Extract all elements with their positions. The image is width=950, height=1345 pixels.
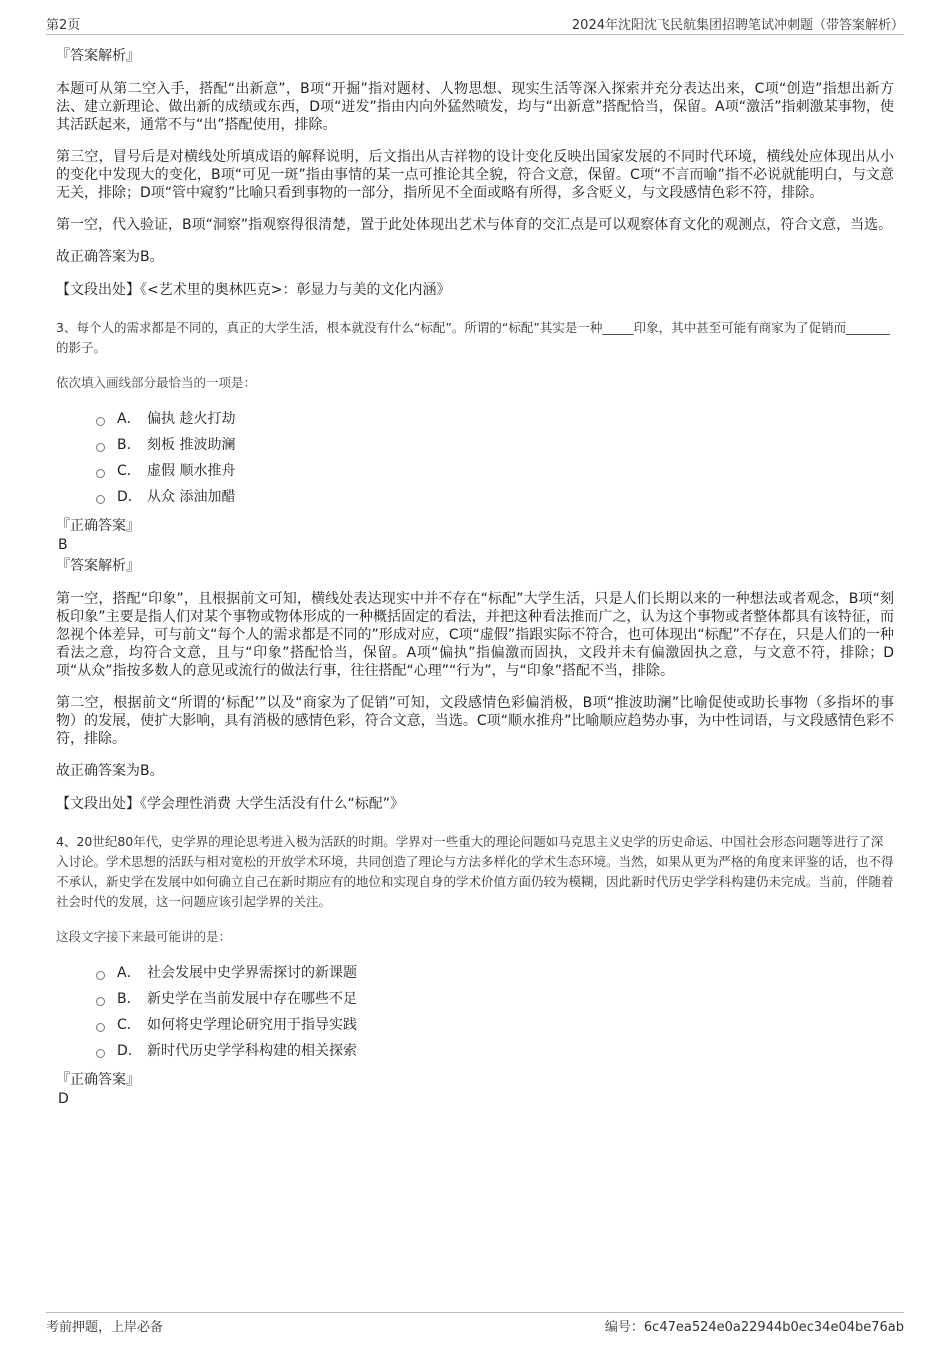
option-text: 偏执 趁火打劫	[147, 411, 236, 427]
option-b[interactable]	[96, 986, 894, 1012]
option-text: 刻板 推波助澜	[147, 437, 236, 453]
analysis-paragraph: 第三空，冒号后是对横线处所填成语的解释说明，后文指出从吉祥物的设计变化反映出国家发展的不同时代环境，横线处应体现出从小的变化中发现大的变化，B项“可见一斑”指由事情的某一点可推论其全貌，符合文意，保留。C项“不言而喻”指不必说就能明白，与文意无关，排除；D项“管中窥豹”比喻只看到事物的一部分，指所见不全面或略有所得，多含贬义，与文段感情色彩不符，排除。	[56, 149, 894, 201]
analysis-paragraph: 第一空，搭配“印象”，且根据前文可知，横线处表达现实中并不存在“标配”大学生活，只是人们长期以来的一种想法或者观念，B项“刻板印象”主要是指人们对某个事物或物体形成的一种概括固定的看法，并把这种看法推而广之，认为这个事物或者整体都具有该特征，而忽视个体差异，可与前文“每个人的需求都是不同的”形成对应，C项“虚假”指跟实际不符合，也可体现出“标配”不存在，只是人们的一种看法之意，均符合文意，且与“印象”搭配恰当，保留。A项“偏执”指偏激而固执，文段并未有偏激固执之意，与文意不符，排除；D项“从众”指按多数人的意见或流行的做法行事，往往搭配“心理”“行为”，与“印象”搭配不当，排除。	[56, 591, 894, 679]
option-letter: D．	[117, 1043, 142, 1059]
option-letter: A．	[117, 411, 141, 427]
question-4-options	[96, 960, 894, 1064]
question-3-prompt: 依次填入画线部分最恰当的一项是：	[56, 375, 257, 390]
option-d[interactable]	[96, 1038, 894, 1064]
option-letter: D．	[117, 489, 142, 505]
document-title: 2024年沈阳沈飞民航集团招聘笔试冲刺题（带答案解析）	[571, 18, 904, 33]
analysis-paragraph: 本题可从第二空入手，搭配“出新意”，B项“开掘”指对题材、人物思想、现实生活等深入探索并充分表达出来，C项“创造”指想出新方法、建立新理论、做出新的成绩或东西，D项“迸发”指由内向外猛然喷发，均与“出新意”搭配恰当，保留。A项“激活”指刺激某事物，使其活跃起来，通常不与“出”搭配使用，排除。	[56, 81, 894, 133]
footer-slogan: 考前押题，上岸必备	[46, 1320, 164, 1335]
option-letter: A．	[117, 965, 141, 981]
option-letter: C．	[117, 463, 141, 479]
analysis-tag: 『答案解析』	[56, 48, 140, 64]
option-letter: B．	[117, 437, 141, 453]
radio-icon[interactable]	[96, 469, 105, 478]
analysis-tag: 『答案解析』	[56, 558, 140, 574]
option-c[interactable]	[96, 458, 894, 484]
page-number: 第2页	[46, 18, 81, 33]
radio-icon[interactable]	[96, 971, 105, 980]
option-c[interactable]	[96, 1012, 894, 1038]
page-footer	[46, 1312, 904, 1335]
option-letter: B．	[117, 991, 141, 1007]
question-4-prompt: 这段文字接下来最可能讲的是：	[56, 929, 232, 944]
answer-tag: 『正确答案』	[56, 518, 140, 534]
option-text: 新时代历史学学科构建的相关探索	[147, 1043, 357, 1059]
correct-answer: D	[58, 1091, 69, 1107]
option-text: 如何将史学理论研究用于指导实践	[147, 1017, 357, 1033]
option-a[interactable]	[96, 960, 894, 986]
radio-icon[interactable]	[96, 443, 105, 452]
option-text: 新史学在当前发展中存在哪些不足	[147, 991, 357, 1007]
analysis-paragraph: 第二空，根据前文“所谓的‘标配’”以及“商家为了促销”可知，文段感情色彩偏消极，B项“推波助澜”比喻促使或助长事物（多指坏的事物）的发展，使扩大影响，具有消极的感情色彩，符合文意，当选。C项“顺水推舟”比喻顺应趋势办事，为中性词语，与文段感情色彩不符，排除。	[56, 695, 894, 747]
analysis-paragraph: 第一空，代入验证，B项“洞察”指观察得很清楚，置于此处体现出艺术与体育的交汇点是可以观察体育文化的观测点，符合文意，当选。	[56, 217, 893, 233]
document-body	[56, 46, 894, 1110]
answer-tag: 『正确答案』	[56, 1072, 140, 1088]
page-header	[46, 12, 904, 35]
correct-answer: B	[58, 537, 68, 553]
radio-icon[interactable]	[96, 495, 105, 504]
question-3-stem: 3、每个人的需求都是不同的，真正的大学生活，根本就没有什么“标配”。所谓的“标配”其实是一种_____印象，其中甚至可能有商家为了促销而_______的影子。	[56, 320, 890, 355]
analysis-conclusion: 故正确答案为B。	[56, 763, 164, 779]
question-4-stem: 4、20世纪80年代，史学界的理论思考进入极为活跃的时期。学界对一些重大的理论问题如马克思主义史学的历史命运、中国社会形态问题等进行了深入讨论。学术思想的活跃与相对宽松的开放学术环境，共同创造了理论与方法多样化的学术生态环境。当然，如果从更为严格的角度来评鉴的话，也不得不承认，新史学在发展中如何确立自己在新时期应有的地位和实现自身的学术价值方面仍较为模糊，因此新时代历史学学科构建仍未完成。当前，伴随着社会时代的发展，这一问题应该引起学界的关注。	[56, 834, 894, 909]
document-code: 编号：6c47ea524e0a22944b0ec34e04be76ab	[604, 1320, 904, 1335]
source-citation: 【文段出处】《<艺术里的奥林匹克>：彰显力与美的文化内涵》	[56, 282, 451, 298]
radio-icon[interactable]	[96, 417, 105, 426]
option-text: 社会发展中史学界需探讨的新课题	[147, 965, 357, 981]
radio-icon[interactable]	[96, 1023, 105, 1032]
option-text: 从众 添油加醋	[147, 489, 236, 505]
option-d[interactable]	[96, 484, 894, 510]
option-text: 虚假 顺水推舟	[147, 463, 236, 479]
question-3-options	[96, 406, 894, 510]
source-citation: 【文段出处】《学会理性消费 大学生活没有什么“标配”》	[56, 796, 404, 812]
radio-icon[interactable]	[96, 1049, 105, 1058]
option-letter: C．	[117, 1017, 141, 1033]
option-b[interactable]	[96, 432, 894, 458]
analysis-conclusion: 故正确答案为B。	[56, 249, 164, 265]
radio-icon[interactable]	[96, 997, 105, 1006]
option-a[interactable]	[96, 406, 894, 432]
